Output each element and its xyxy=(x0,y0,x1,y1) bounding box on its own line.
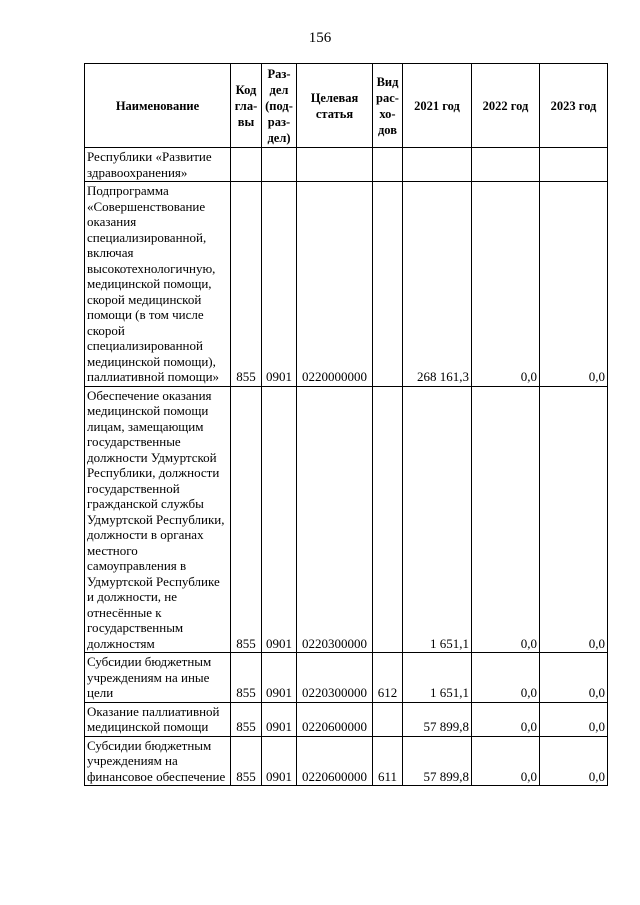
row-type: 611 xyxy=(373,736,403,786)
row-type xyxy=(373,386,403,653)
table-row xyxy=(85,702,608,736)
header-2022: 2022 год xyxy=(472,64,540,148)
row-code xyxy=(231,148,262,182)
header-code: Код гла- вы xyxy=(231,64,262,148)
page-number: 156 xyxy=(308,30,332,46)
table-row xyxy=(85,736,608,786)
row-type xyxy=(373,182,403,387)
row-target: 0220600000 xyxy=(297,736,373,786)
row-code: 855 xyxy=(231,736,262,786)
row-section: 0901 xyxy=(262,182,297,387)
row-section: 0901 xyxy=(262,702,297,736)
header-2023: 2023 год xyxy=(540,64,608,148)
row-2022: 0,0 xyxy=(472,702,540,736)
row-2022 xyxy=(472,148,540,182)
row-2023: 0,0 xyxy=(540,182,608,387)
row-code: 855 xyxy=(231,386,262,653)
row-2021 xyxy=(403,148,472,182)
header-name: Наименование xyxy=(85,64,231,148)
row-2022: 0,0 xyxy=(472,386,540,653)
table-row xyxy=(85,386,608,653)
row-target: 0220000000 xyxy=(297,182,373,387)
row-2021: 1 651,1 xyxy=(403,653,472,703)
header-2021: 2021 год xyxy=(403,64,472,148)
row-2021: 1 651,1 xyxy=(403,386,472,653)
row-2023 xyxy=(540,148,608,182)
row-2023: 0,0 xyxy=(540,736,608,786)
row-section: 0901 xyxy=(262,653,297,703)
row-name: Обеспечение оказания медицинской помощи лицам, замещающим государственные должности Удмуртской Республики, должности государственной гражданской службы Удмуртской Республики, должности в органах местного самоуправления в Удмуртской Республике и должности, не отнесённые к государственным должностям xyxy=(85,386,231,653)
row-code: 855 xyxy=(231,653,262,703)
row-name: Оказание паллиативной медицинской помощи xyxy=(85,702,231,736)
header-type: Вид рас- хо- дов xyxy=(373,64,403,148)
row-2021: 57 899,8 xyxy=(403,702,472,736)
row-type xyxy=(373,702,403,736)
row-code: 855 xyxy=(231,182,262,387)
header-target: Целевая статья xyxy=(297,64,373,148)
row-2021: 57 899,8 xyxy=(403,736,472,786)
row-name: Подпрограмма «Совершенствование оказания специализированной, включая высокотехнологичную, медицинской помощи, скорой медицинской помощи (в том числе скорой специализированной медицинской помощи), паллиативной помощи» xyxy=(85,182,231,387)
row-2022: 0,0 xyxy=(472,182,540,387)
row-target: 0220300000 xyxy=(297,386,373,653)
table-row xyxy=(85,148,608,182)
row-section xyxy=(262,148,297,182)
row-target: 0220600000 xyxy=(297,702,373,736)
budget-table xyxy=(84,63,608,786)
row-2023: 0,0 xyxy=(540,653,608,703)
row-type: 612 xyxy=(373,653,403,703)
header-section: Раз- дел (под- раз- дел) xyxy=(262,64,297,148)
row-name: Республики «Развитие здравоохранения» xyxy=(85,148,231,182)
row-type xyxy=(373,148,403,182)
row-name: Субсидии бюджетным учреждениям на финансовое обеспечение xyxy=(85,736,231,786)
row-code: 855 xyxy=(231,702,262,736)
row-name: Субсидии бюджетным учреждениям на иные цели xyxy=(85,653,231,703)
row-section: 0901 xyxy=(262,386,297,653)
row-2023: 0,0 xyxy=(540,702,608,736)
table-row xyxy=(85,653,608,703)
row-target xyxy=(297,148,373,182)
row-2022: 0,0 xyxy=(472,736,540,786)
row-2022: 0,0 xyxy=(472,653,540,703)
row-2021: 268 161,3 xyxy=(403,182,472,387)
table-row xyxy=(85,182,608,387)
row-2023: 0,0 xyxy=(540,386,608,653)
table-header-row xyxy=(85,64,608,148)
row-target: 0220300000 xyxy=(297,653,373,703)
row-section: 0901 xyxy=(262,736,297,786)
